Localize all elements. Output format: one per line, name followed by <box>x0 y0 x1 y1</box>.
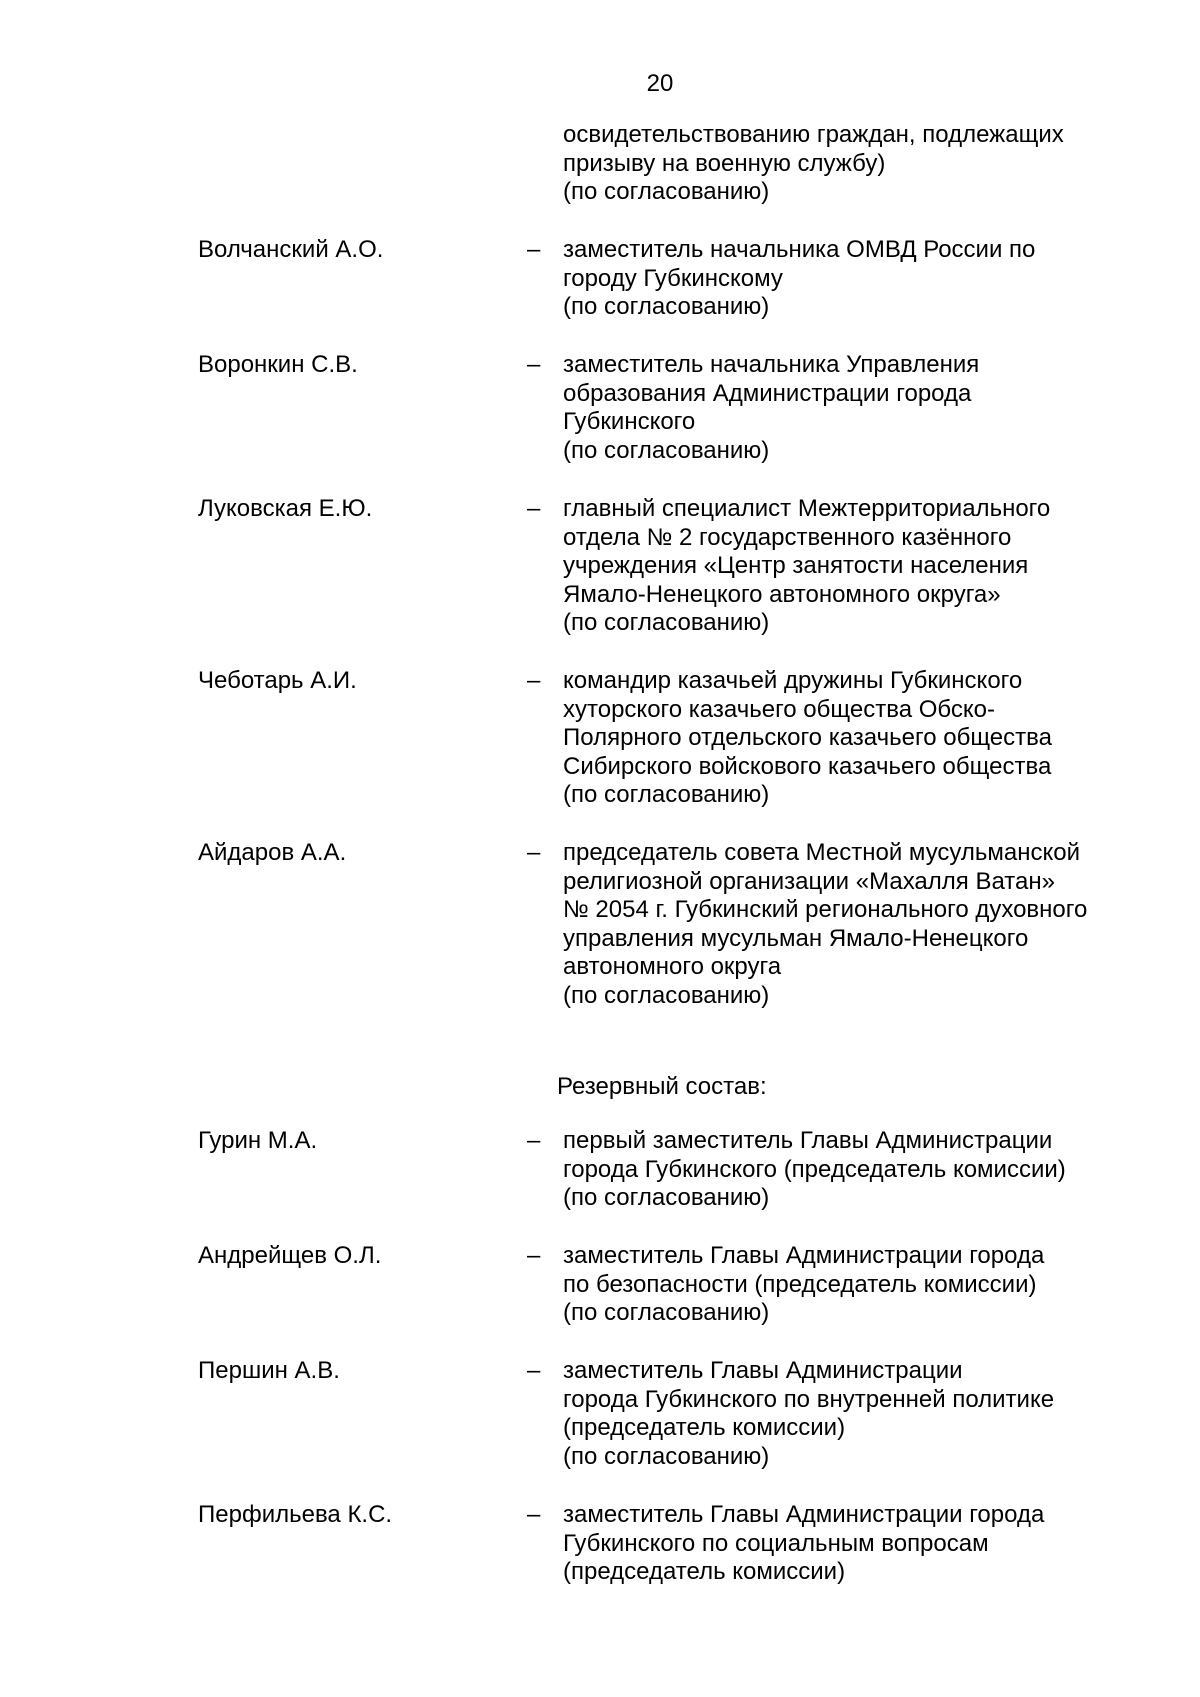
description-line: (по согласованию) <box>563 609 770 637</box>
description-line: заместитель Главы Администрации города <box>563 1501 1045 1528</box>
dash-separator: – <box>527 1357 541 1384</box>
member-description <box>563 1127 1163 1213</box>
description-line: (по согласованию) <box>563 178 770 206</box>
description-line: города Губкинского по внутренней политике <box>563 1385 1055 1413</box>
description-line: заместитель начальника Управления <box>563 351 980 378</box>
description-line: главный специалист Межтерриториального <box>563 495 1051 522</box>
description-line: первый заместитель Главы Администрации <box>563 1127 1053 1154</box>
member-description <box>563 1501 1163 1587</box>
member-description <box>563 1357 1163 1471</box>
description-line: (по согласованию) <box>563 1299 770 1327</box>
description-line: призыву на военную службу) <box>563 149 886 177</box>
description-line: № 2054 г. Губкинский регионального духовного <box>563 896 1088 924</box>
page-number: 20 <box>646 70 674 97</box>
description-line: автономного округа <box>563 953 782 981</box>
member-name: Андрейщев О.Л. <box>198 1242 382 1269</box>
description-line: по безопасности (председатель комиссии) <box>563 1270 1037 1298</box>
description-line: образования Администрации города <box>563 379 972 407</box>
description-line: города Губкинского (председатель комиссии) <box>563 1155 1066 1183</box>
description-line: хуторского казачьего общества Обско- <box>563 695 995 723</box>
description-line: религиозной организации «Махалля Ватан» <box>563 867 1055 895</box>
description-line: городу Губкинскому <box>563 264 783 292</box>
member-name: Першин А.В. <box>198 1357 340 1384</box>
description-line: Губкинского <box>563 408 696 436</box>
description-line: (председатель комиссии) <box>563 1558 846 1586</box>
dash-separator: – <box>527 236 541 263</box>
description-line: учреждения «Центр занятости населения <box>563 552 1029 580</box>
description-line: управления мусульман Ямало-Ненецкого <box>563 924 1029 952</box>
dash-separator: – <box>527 351 541 378</box>
dash-separator: – <box>527 495 541 522</box>
dash-separator: – <box>527 1242 541 1269</box>
description-line: заместитель Главы Администрации <box>563 1357 963 1384</box>
description-line: (по согласованию) <box>563 1184 770 1212</box>
description-line: Сибирского войскового казачьего общества <box>563 752 1052 780</box>
description-line: председатель совета Местной мусульманской <box>563 839 1081 866</box>
dash-separator: – <box>527 667 541 694</box>
member-name: Гурин М.А. <box>198 1127 318 1154</box>
description-line: (по согласованию) <box>563 781 770 809</box>
intro-description <box>563 121 1163 207</box>
description-line: (по согласованию) <box>563 436 770 464</box>
description-line: (по согласованию) <box>563 1442 770 1470</box>
description-line: заместитель начальника ОМВД России по <box>563 236 1036 263</box>
description-line: командир казачьей дружины Губкинского <box>563 667 1023 694</box>
dash-separator: – <box>527 1127 541 1154</box>
description-line: освидетельствованию граждан, подлежащих <box>563 121 1064 148</box>
member-name: Волчанский А.О. <box>198 236 384 263</box>
description-line: отдела № 2 государственного казённого <box>563 523 1012 551</box>
member-description <box>563 1242 1163 1328</box>
member-description <box>563 495 1163 638</box>
member-name: Айдаров А.А. <box>198 839 347 866</box>
member-description <box>563 351 1163 465</box>
description-line: (по согласованию) <box>563 293 770 321</box>
description-line: Полярного отдельского казачьего общества <box>563 724 1052 752</box>
member-name: Воронкин С.В. <box>198 351 358 378</box>
member-name: Перфильева К.С. <box>198 1501 393 1528</box>
description-line: (по согласованию) <box>563 981 770 1009</box>
member-name: Чеботарь А.И. <box>198 667 357 694</box>
description-line: Губкинского по социальным вопросам <box>563 1529 989 1557</box>
description-line: (председатель комиссии) <box>563 1414 846 1442</box>
member-description <box>563 236 1163 322</box>
description-line: Ямало-Ненецкого автономного округа» <box>563 580 1001 608</box>
dash-separator: – <box>527 839 541 866</box>
member-name: Луковская Е.Ю. <box>198 495 373 522</box>
reserve-section-title: Резервный состав: <box>557 1073 767 1100</box>
description-line: заместитель Главы Администрации города <box>563 1242 1045 1269</box>
dash-separator: – <box>527 1501 541 1528</box>
member-description <box>563 667 1163 810</box>
member-description <box>563 839 1163 1011</box>
